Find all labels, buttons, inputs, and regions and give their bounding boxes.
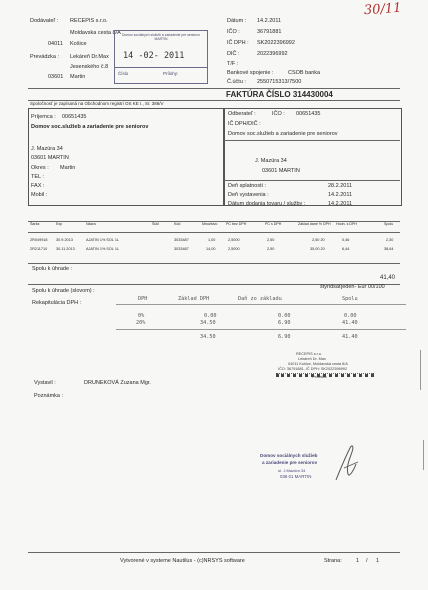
recap-header-dph: DPH <box>138 296 148 302</box>
prijemca-label: Príjemca : <box>31 114 56 120</box>
facility-stamp-line4: 036 01 MARTIN <box>280 474 312 479</box>
registry-note: Spoločnosť je zapísaná na Obchodnom registri OS KE I., Sr. 386/V <box>30 101 164 106</box>
due-label: Deň splatnosti : <box>228 183 266 189</box>
note-label: Poznámka : <box>34 393 64 399</box>
recap-header-total: Spolu <box>342 296 358 302</box>
items-header-sukl: Šúkl <box>152 222 159 226</box>
row-exp: 30.11.2013 <box>56 247 75 251</box>
seller-stamp-line2: Lekáreň Dr. Max <box>298 357 326 361</box>
recipient-name: Domov soc.služieb a zariadenie pre seniorov <box>31 124 149 130</box>
row-qty: 1,00 <box>208 238 216 242</box>
row-price-vat: 2,50 <box>267 238 275 242</box>
received-stamp-date: 14 -02- 2011 <box>123 51 185 61</box>
mobil-label: Mobil : <box>31 192 48 198</box>
recap-row-base: 34.50 <box>200 320 216 326</box>
bank-value: CSOB banka <box>288 70 321 76</box>
recap-row-rate: 0% <box>138 313 145 319</box>
recap-row-total: 41.40 <box>342 320 358 326</box>
row-code: 3033487 <box>174 238 189 242</box>
items-header-name: Názov <box>86 222 97 226</box>
table-row <box>28 238 400 246</box>
bank-label: Bankové spojenie : <box>227 70 274 76</box>
seller-stamp-line1: RECEPIS s.r.o. <box>296 352 322 356</box>
dic-value: 2022396992 <box>257 51 288 57</box>
seller-stamp <box>268 352 378 388</box>
seller-stamp-line4: IČO: 36791881, IČ DPH: SK2022396992 <box>278 367 348 371</box>
establishment-city: Martin <box>70 74 86 80</box>
customer-icdph-label: IČ DPH/DIČ : <box>228 121 261 127</box>
items-header-batch: Šarža <box>30 222 40 226</box>
row-batch: 2R211710 <box>30 247 48 251</box>
customer-city: 03601 MARTIN <box>262 168 300 174</box>
recap-row-tax: 0.00 <box>278 313 291 319</box>
establishment-street: Jesenského č.8 <box>70 64 109 70</box>
delivery-value: 14.2.2011 <box>328 201 353 207</box>
items-header-price: PC bez DPH <box>226 222 247 226</box>
received-stamp-top: Domov sociálnych služieb a zariadenie pre seniorov MARTIN <box>121 33 201 42</box>
row-base: 35,00 20 <box>310 247 325 251</box>
received-stamp <box>114 30 208 84</box>
facility-stamp-line1: Domov sociálnych služieb <box>260 453 318 458</box>
total-value: 41,40 <box>380 275 396 281</box>
row-total: 2,30 <box>386 238 394 242</box>
supplier-city: Košice <box>70 41 87 47</box>
okres-value: Martin <box>60 165 76 171</box>
invoice-number: 314430004 <box>292 90 333 99</box>
customer-ico: 00651435 <box>296 111 321 117</box>
ico-label: IČO : <box>227 29 240 35</box>
margin-mark <box>420 350 421 390</box>
establishment-zip: 03601 <box>48 74 64 80</box>
seller-stamp-caption: Pečiatka <box>312 375 327 379</box>
facility-stamp-line3: ul. J.Mazúra 34 <box>278 468 306 473</box>
issuer-name: DRUNEKOVÁ Zuzana Mgr. <box>84 380 151 386</box>
footer-page-separator: / <box>366 558 368 564</box>
account-label: Č.účtu : <box>227 79 246 85</box>
row-vat-value: 6,44 <box>342 247 350 251</box>
seller-stamp-line3: 04011 Košice, Moldavská cesta 8/A <box>288 362 348 366</box>
recap-header-tax: Daň zo základu <box>238 296 282 302</box>
footer-page-total: 1 <box>376 558 380 564</box>
items-header-total: Spolu <box>384 222 394 226</box>
footer-page-label: Strana: <box>324 558 342 564</box>
supplier-name: RECEPIS s.r.o. <box>70 18 108 24</box>
handwritten-invoice-number: 30/11 <box>363 0 402 19</box>
recap-row-rate: 20% <box>136 320 146 326</box>
items-rows <box>28 238 400 262</box>
supplier-street: Moldavska cesta 8/A <box>70 30 121 36</box>
account-value: 2550715313/7500 <box>257 79 302 85</box>
establishment-name: Lekáreň Dr.Max <box>70 54 109 60</box>
tf-label: T/F : <box>227 61 239 67</box>
invoice-title-label: FAKTÚRA ČÍSLO <box>226 90 291 99</box>
margin-mark <box>423 440 424 470</box>
recap-row-tax: 6.90 <box>278 320 291 326</box>
row-name: AJATIN 1% SOL 1L <box>86 247 120 251</box>
icdph-value: SK2022396992 <box>257 40 295 46</box>
footer-software: Vytvorené v systeme Nautilus - (c)NRSYS software <box>120 558 245 564</box>
datum-value: 14.2.2011 <box>257 18 282 24</box>
facility-stamp-line2: a zariadenie pre seniorov <box>262 460 318 465</box>
items-header-qty: Množstvo <box>202 222 218 226</box>
row-name: AJATIN 1% SOL 1L <box>86 238 120 242</box>
total-label: Spolu k úhrade : <box>32 266 73 272</box>
issuer-label: Vystavil : <box>34 380 56 386</box>
row-code: 3033487 <box>174 247 189 251</box>
customer-name: Domov soc.služieb a zariadenie pre seniorov <box>228 131 338 137</box>
row-price-vat: 2,50 <box>267 247 275 251</box>
row-price: 2,5000 <box>228 247 240 251</box>
recipient-street: J. Mazúra 34 <box>31 146 63 152</box>
total-words-label: Spolu k úhrade (slovom) : <box>32 288 95 294</box>
customer-ico-label: IČO : <box>272 111 285 117</box>
row-batch: 2R049918 <box>30 238 48 242</box>
received-stamp-right: Prílohy: <box>163 71 179 76</box>
due-value: 28.2.2011 <box>328 183 353 189</box>
table-row <box>28 247 400 255</box>
recipient-city: 03601 MARTIN <box>31 155 69 161</box>
tel-label: TEL : <box>31 174 44 180</box>
establishment-label: Prevádzka : <box>30 54 60 60</box>
row-price: 2,5000 <box>228 238 240 242</box>
row-total: 38,64 <box>384 247 394 251</box>
okres-label: Okres : <box>31 165 49 171</box>
total-words-value: štyridsaťjeden- Eur 00/100 <box>320 284 385 290</box>
signature-icon <box>330 440 364 484</box>
dic-label: DIČ : <box>227 51 240 57</box>
customer-label: Odberateľ : <box>228 111 256 117</box>
supplier-zip: 04011 <box>48 41 63 47</box>
recap-header-base: Základ DPH <box>178 296 210 302</box>
icdph-label: IČ DPH : <box>227 40 249 46</box>
fax-label: FAX : <box>31 183 45 189</box>
prijemca-number: 00651435 <box>62 114 87 120</box>
row-exp: 30.9.2013 <box>56 238 73 242</box>
items-header-code: Kód <box>174 222 181 226</box>
ico-value: 36791881 <box>257 29 282 35</box>
datum-label: Dátum : <box>227 18 247 24</box>
recap-table <box>116 296 406 346</box>
issued-label: Deň vystavenia : <box>228 192 269 198</box>
customer-street: J. Mazúra 34 <box>255 158 287 164</box>
issued-value: 14.2.2011 <box>328 192 353 198</box>
recap-total-tax: 6.90 <box>278 334 291 340</box>
items-header-vat-value: Hodn. s DPH <box>336 222 357 226</box>
recap-row-base: 0.00 <box>204 313 217 319</box>
row-base: 2,50 20 <box>312 238 325 242</box>
invoice-title <box>226 90 333 99</box>
supplier-label: Dodávateľ : <box>30 18 59 24</box>
row-qty: 14,00 <box>206 247 216 251</box>
recap-label: Rekapitulácia DPH : <box>32 300 82 306</box>
footer-page-current: 1 <box>356 558 360 564</box>
recap-total-base: 34.50 <box>200 334 216 340</box>
recap-row-total: 0.00 <box>344 313 357 319</box>
items-header-price-vat: PC s DPH <box>265 222 282 226</box>
received-stamp-left: Číslo <box>118 71 129 76</box>
items-header-exp: Exp <box>56 222 63 226</box>
items-header-base: Základ dane % DPH <box>298 222 331 226</box>
recap-total-total: 41.40 <box>342 334 358 340</box>
delivery-label: Dátum dodania tovaru / služby : <box>228 201 306 207</box>
row-vat-value: 0,46 <box>342 238 350 242</box>
